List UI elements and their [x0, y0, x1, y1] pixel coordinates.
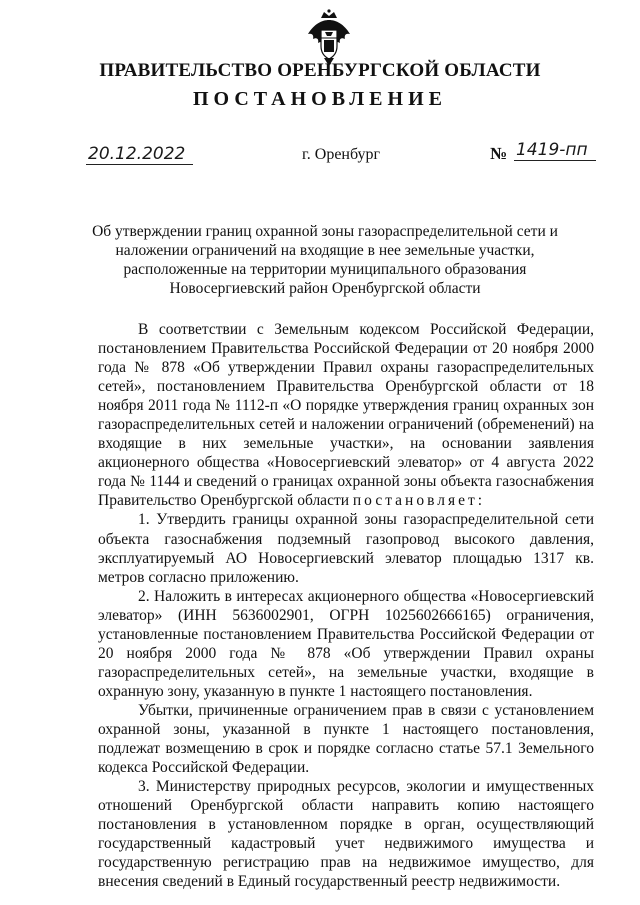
losses-paragraph: Убытки, причиненные ограничением прав в связи с установлением охранной зоны, указанной в пункте 1 настоящего постановления, подлежат возмещению в срок и порядке согласно статье 57.1 Земельного кодекса Российской Федерации.	[98, 701, 594, 777]
document-type: ПОСТАНОВЛЕНИЕ	[193, 88, 447, 110]
intro-paragraph	[98, 320, 594, 510]
decree-date: 20.12.2022	[86, 144, 193, 165]
coat-of-arms-icon	[304, 8, 354, 68]
government-name: ПРАВИТЕЛЬСТВО ОРЕНБУРГСКОЙ ОБЛАСТИ	[99, 60, 541, 81]
decree-number-label: №	[490, 144, 508, 163]
decree-city: г. Оренбург	[302, 146, 381, 163]
intro-text: В соответствии с Земельным кодексом Российской Федерации, постановлением Правительства Российской Федерации от 20 ноября 2000 года № 878 «Об утверждении Правил охраны газораспределительных сетей», постановлением Правительства Оренбургской области от 18 ноября 2011 года № 1112-п «О порядке утверждения границ охранных зон газораспределительных сетей и наложении ограничений (обременений) на входящие в них земельные участки», на основании заявления акционерного общества «Новосергиевский элеватор» от 4 августа 2022 года № 1144 и сведений о границах охранной зоны объекта газоснабжения Правительство Оренбургской области	[98, 321, 594, 510]
item-1-paragraph: 1. Утвердить границы охранной зоны газораспределительной сети объекта газоснабжения подземный газопровод высокого давления, эксплуатируемый АО Новосергиевский элеватор площадью 1317 кв. метров согласно приложению.	[98, 511, 594, 586]
item-2-paragraph: 2. Наложить в интересах акционерного общества «Новосергиевский элеватор» (ИНН 5636002901, ОГРН 1025602666165) ограничения, установленные постановлением Правительства Российской Федерации от 20 ноября 2000 года № 878 «Об утверждении Правил охраны газораспределительных сетей», на земельные участки, входящие в охранную зону, указанную в пункте 1 настоящего постановления.	[98, 587, 594, 700]
decree-number: 1419-пп	[514, 140, 596, 161]
decree-title: Об утверждении границ охранной зоны газораспределительной сети и наложении ограничений на входящие в нее земельные участки, расположенные на территории муниципального образования Новосергиевский район Оренбургской области	[92, 223, 558, 297]
item-3-paragraph: 3. Министерству природных ресурсов, экологии и имущественных отношений Оренбургской области направить копию настоящего постановления в установленном порядке в орган, осуществляющий государственный кадастровый учет недвижимого имущества и государственную регистрацию прав на недвижимое имущество, для внесения сведений в Единый государственный реестр недвижимости.	[98, 778, 594, 891]
resolves-word: постановляет:	[352, 492, 486, 510]
decree-body	[98, 320, 594, 891]
